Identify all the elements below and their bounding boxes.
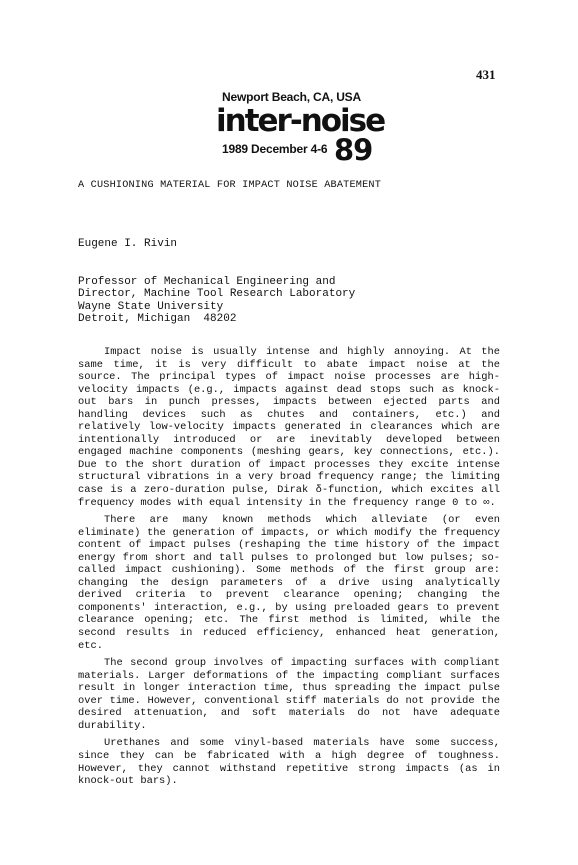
body-paragraph: There are many known methods which alleviate (or even eliminate) the generation of impacts, or which modify the frequency content of impact pulses (reshaping the time history of the impact energy from short and tall pulses to prolonged but low pulses; so-called impact cushioning). Some methods of the first group are: changing the design parameters of a drive using analytically derived criteria to prevent clearance opening; changing the components' interaction, e.g., by using preloaded gears to prevent clearance opening; etc. The first method is limited, while the second results in reduced efficiency, enhanced heat generation, etc. (78, 514, 500, 652)
body-paragraph: Impact noise is usually intense and highly annoying. At the same time, it is very difficult to abate impact noise at the source. The principal types of impact noise processes are high-velocity impacts (e.g., impacts against dead stops such as knock-out bars in punch presses, impacts between ejected parts and handling devices such as chutes and containers, etc.) and relatively low-velocity impacts generated in clearances which are intentionally introduced or are inevitably developed between engaged machine components (meshing gears, key connections, etc.). Due to the short duration of impact processes they excite intense structural vibrations in a very broad frequency range; the limiting case is a zero-duration pulse, Dirak δ-function, which excites all frequency modes with equal intensity in the frequency range 0 to ∞. (78, 346, 500, 509)
affiliation-line: Director, Machine Tool Research Laboratory (78, 288, 356, 301)
body-paragraph: The second group involves of impacting surfaces with compliant materials. Larger deformations of the impacting compliant surfaces result in longer interaction time, thus spreading the impact pulse over time. However, conventional stiff materials do not provide the desired attenuation, and soft materials do not have adequate durability. (78, 657, 500, 732)
author-affiliation (78, 276, 355, 325)
body-text (78, 346, 500, 793)
paper-title: A CUSHIONING MATERIAL FOR IMPACT NOISE ABATEMENT (78, 180, 382, 191)
conference-location: Newport Beach, CA, USA (222, 90, 361, 104)
affiliation-line: Detroit, Michigan 48202 (78, 312, 237, 325)
author-name: Eugene I. Rivin (78, 238, 178, 250)
page-number: 431 (476, 67, 496, 82)
conference-year-mark: 89 (334, 133, 373, 167)
affiliation-line: Wayne State University (78, 300, 224, 313)
body-paragraph: Urethanes and some vinyl-based materials have some success, since they can be fabricated with a high degree of toughness. However, they cannot withstand repetitive strong impacts (as in knock-out bars). (78, 737, 500, 788)
conference-date: 1989 December 4-6 (222, 142, 328, 156)
affiliation-line: Professor of Mechanical Engineering and (78, 276, 336, 288)
conference-logo: inter-noise (216, 103, 385, 139)
